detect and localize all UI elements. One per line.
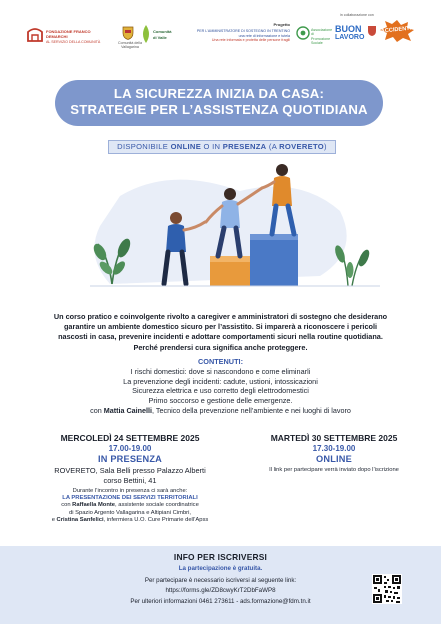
speaker-line [20,406,421,415]
info-contact: Per ulteriori informazioni 0461 273611 - ads.formazione@fdm.tn.it [130,598,311,605]
session2-note: Il link per partecipare verrà inviato dopo l’iscrizione [269,467,399,473]
contents-heading: CONTENUTI: [198,357,243,366]
comunita-di-valle-logo [140,24,180,46]
accidenti-badge [380,20,414,42]
session1-time: 17.00-19.00 [108,444,152,453]
intro-line-3: nascosti in casa, prevenire incidenti e adottare comportamenti sicuri nella routine quotidiana. [58,332,383,342]
contents-item: I rischi domestici: dove si nascondono e come eliminarli [130,367,311,376]
title-line-1: LA SICUREZZA INIZIA DA CASA: [113,86,325,101]
contents-item: Sicurezza elettrica e uso corretto degli elettrodomestici [132,386,309,395]
p1-name: Raffaella Monte [72,502,116,509]
info-line-1: Per partecipare è necessario iscriversi al seguente link: [144,577,297,584]
page-title [55,86,383,118]
presentation-title: LA PRESENTAZIONE DEI SERVIZI TERRITORIALI [62,495,198,502]
p1-role: , assistente sociale coordinatrice [115,502,199,509]
availability-end: ) [323,142,327,151]
session1-mode: IN PRESENZA [98,454,162,464]
comunita-label: Comunità [153,29,172,34]
session1-presenter-1 [20,502,240,509]
p1-pre: con [61,502,73,509]
session2-date: MARTEDÌ 30 SETTEMBRE 2025 [270,433,398,443]
availability-pre: DISPONIBILE [117,142,171,151]
registration-link[interactable]: https://forms.gle/ZD8cwyKrT2DbFaWP8 [165,587,276,594]
session1-address: corso Bettini, 41 [103,476,157,485]
project-block [186,22,290,52]
session1-presenter-1-role2: di Spazio Argento Vallagarina e Altipiani Cimbri, [68,509,192,516]
accidenti-text: ACCIDENTI! [380,25,414,35]
contents-list [20,367,421,405]
fondazione-logo [26,26,102,46]
speaker-role: , Tecnico della prevenzione nell’ambiente e nei luoghi di lavoro [152,406,351,415]
buon-lavoro-logo [335,24,383,48]
session1-presentation [20,495,240,502]
session1-note: Durante l’incontro in presenza ci sarà anche: [72,488,188,494]
contents-item: Primo soccorso e gestione delle emergenze. [148,395,293,405]
p2-name: Cristina Sanfelici [56,516,104,523]
availability-post: (A [266,142,280,151]
title-line-2: STRATEGIE PER L’ASSISTENZA QUOTIDIANA [70,102,368,117]
project-line-2: una rete di informazione e tutela [238,33,290,38]
associazione-name: Associazione di Promozione Sociale [311,28,333,46]
project-label: Progetto [273,22,290,27]
fondazione-mark-icon [26,27,44,43]
p2-role: , infermiera U.O. Cure Primarie dell’Apss [103,516,209,523]
intro-line-1: Un corso pratico e coinvolgente rivolto a caregiver e amministratori di sostegno che desiderano [53,312,388,321]
speaker-name: Mattia Cainelli [103,406,153,415]
step-mid [250,234,298,286]
availability-presenza: PRESENZA [222,142,267,151]
contents-item: La prevenzione degli incidenti: cadute, ustioni, intossicazioni [123,376,318,386]
session-presenza [20,433,240,524]
availability-place: ROVERETO [279,142,324,151]
p2-pre: e [51,516,57,523]
session1-presenter-2 [20,517,240,524]
di-valle-label: di Valle [153,35,167,40]
intro-line-2: garantire un ambiente domestico sicuro per l’assistito. Si imparerà a riconoscere i pericoli [63,322,378,332]
availability-online: ONLINE [170,142,202,151]
vallagarina-name: Comunità della Vallagarina [118,41,142,50]
associazione-logo [296,24,332,46]
session1-venue: ROVERETO, Sala Belli presso Palazzo Alberti [54,466,206,475]
availability-mid: O IN [201,142,223,151]
info-free: La partecipazione è gratuita. [178,565,263,572]
buon-text: BUON [335,24,362,34]
coat-of-arms-icon [122,26,134,40]
leaf-icon [140,24,152,44]
speaker-pre: con [90,406,104,415]
session1-date: MERCOLEDÌ 24 SETTEMBRE 2025 [60,433,200,443]
plant-right [333,244,371,286]
session-online [236,433,432,474]
collab-label: in collaborazione con [340,13,374,17]
session2-time: 17.30-19.00 [312,444,356,453]
availability-banner [108,140,336,154]
fondazione-name: FONDAZIONE FRANCO DEMARCHI [46,29,91,39]
qr-code-icon[interactable] [372,574,402,604]
teamwork-illustration [0,156,441,306]
info-heading: INFO PER ISCRIVERSI [173,552,268,562]
fondazione-tagline: AL SERVIZIO DELLA COMUNITÀ [46,40,101,44]
circle-emblem-icon [296,26,310,40]
lavoro-text: LAVORO [335,34,365,41]
header-logos [0,0,441,66]
project-line-3: Una rete informata e protetta delle persone fragili [211,38,290,42]
project-line-1: PER L'AMMINISTRATORE DI SOSTEGNO IN TRENTINO [196,29,290,33]
intro-text [30,312,411,353]
session2-mode: ONLINE [316,454,352,464]
shield-icon [367,25,377,37]
intro-line-4: Perché prendersi cura significa anche proteggere. [133,342,308,352]
